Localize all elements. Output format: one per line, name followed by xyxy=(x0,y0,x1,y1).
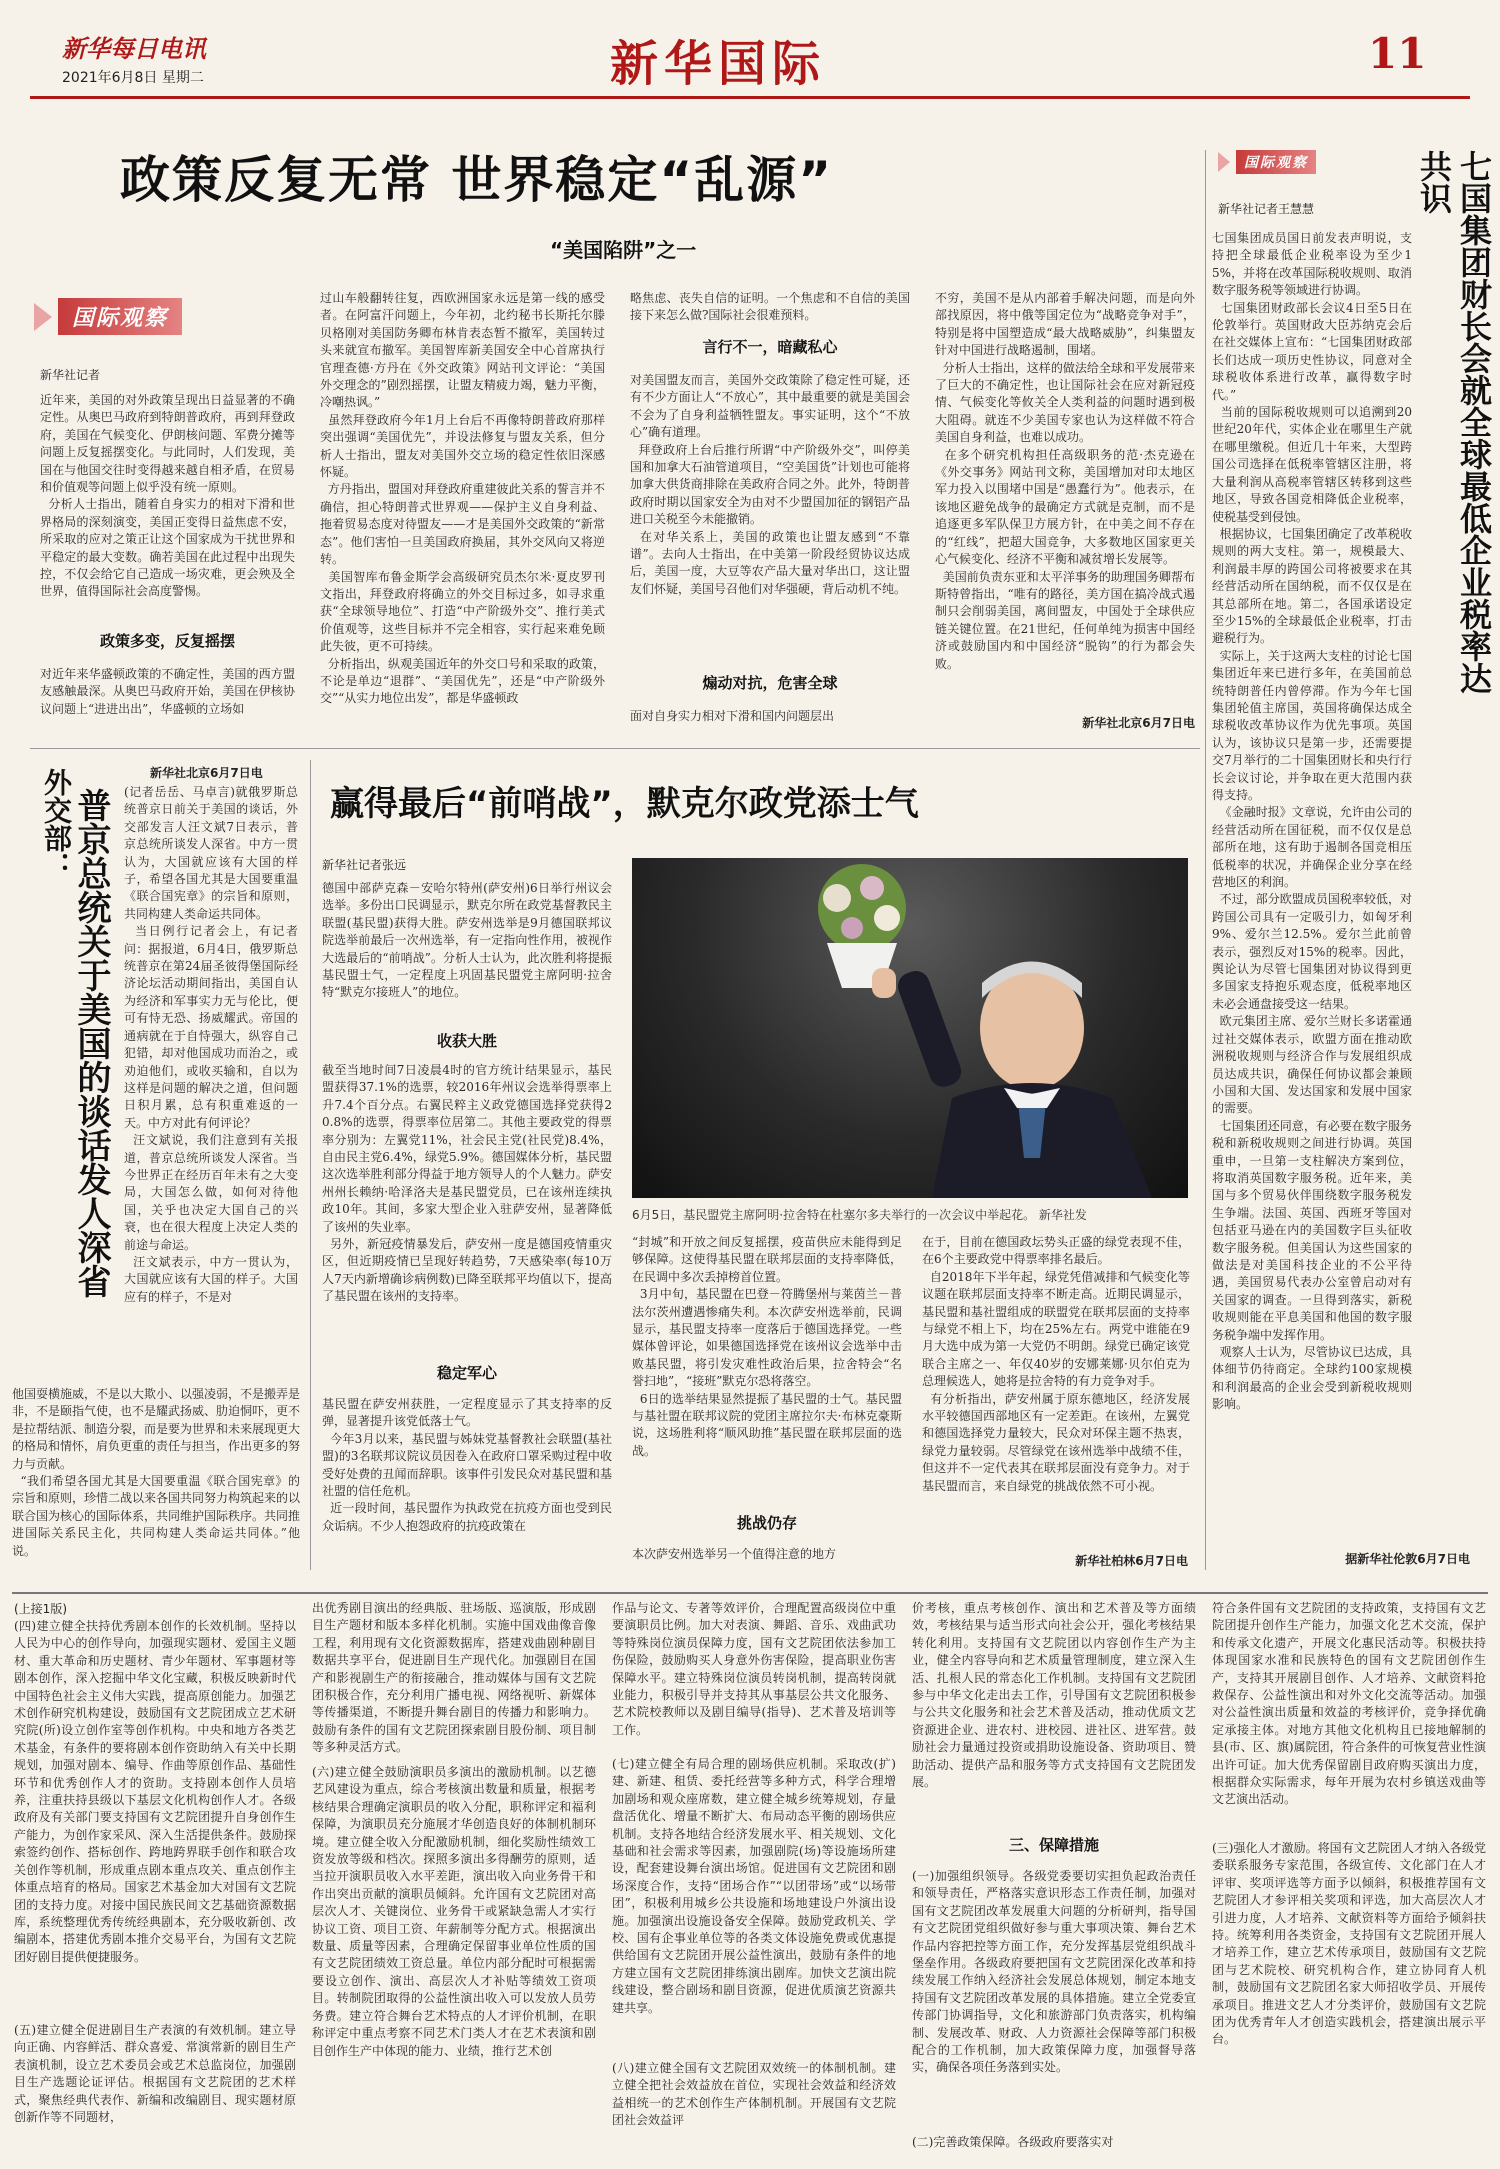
lead-col3-subhead: 言行不一，暗藏私心 xyxy=(702,338,838,356)
lead-col3c: 面对自身实力相对下滑和国内问题层出 xyxy=(630,709,835,723)
lead-col1: 近年来，美国的对外政策呈现出日益显著的不确定性。从奥巴马政府到特朗普政府，再到拜登政府，美国在气候变化、伊朗核问题、军费分摊等问题上反复摇摆变化。与此同时，人们发现，美国在与他国交往时变得越来越自相矛盾，在贸易和价值观等问题上似乎没有统一原则。 分析人士指出，随着自身实力的相对下滑和世界格局的深刻演变，美国正变得日益焦虑不安，所采取的应对之策正让这个国家成为干扰世界和平稳定的最大变数。确若美国在此过程中出现失控，不仅会给它自己造成一场灾难，更会殃及全世界，值得国际社会高度警惕。 xyxy=(40,393,295,599)
lead-col2: 过山车般翻转往复，西欧洲国家永远是第一线的感受者。在阿富汗问题上，今年初，北约秘书长斯托尔滕贝格刚对美国防务卿布林肯表态暂不撤军，美国转过头来就宣布撤军。美国智库新美国安全中心首席执行官理查德·方丹在《外交政策》网站刊文评论：“美国外交理念的”剧烈摇摆，让盟友精疲力竭，魅力平衡，冷嘲热讽。” 虽然拜登政府今年1月上台后不再像特朗普政府那样突出强调“美国优先”，并设法修复与盟友关系，但分析人士指出，盟友对美国外交立场的稳定性依旧深感怀疑。 方丹指出，盟国对拜登政府重建彼此关系的誓言并不确信，担心特朗普式世界观——保护主义自身利益、拖着贸易态度对待盟友——才是美国外交政策的“新常态”。他们害怕一旦美国政府换届，其外交风向又将逆转。 美国智库布鲁金斯学会高级研究员杰尔米·夏皮罗刊文指出，拜登政府将确立的外交目标过多，如寻求重获“全球领导地位”、打造“中产阶级外交”、推行美式价值观等，这些目标并不完全相容，实行起来难免顾此失彼，更不可持续。 分析指出，纵观美国近年的外交口号和采取的政策，不论是单边“退群”、“美国优先”，还是“中产阶级外交”“从实力地位出发”，都是华盛顿政 xyxy=(320,291,605,706)
merkel-col1b: 截至当地时间7日凌晨4时的官方统计结果显示，基民盟获得37.1%的选票，较2016年州议会选举得票率上升7.4个百分点。右翼民粹主义政党德国选择党获得20.8%的选票，得票率位居第二。其他主要政党的得票率分别为：左翼党11%，社会民主党(社民党)8.4%，自由民主党6.4%，绿党5.9%。德国媒体分析，基民盟这次选举胜利部分得益于地方领导人的个人魅力。萨安州州长赖纳·哈泽洛夫是基民盟党员，已在该州连续执政10年。其间，多家大型企业入驻萨安州，显著降低了该州的失业率。 另外，新冠疫情暴发后，萨安州一度是德国疫情重灾区，但近期疫情已呈现好转趋势，7天感染率(每10万人7天内新增确诊病例数)已降至联邦平均值以下，提高了基民盟在该州的支持率。 xyxy=(322,1063,612,1304)
policy-col1: (四)建立健全扶持优秀剧本创作的长效机制。坚持以人民为中心的创作导向，加强现实题材、爱国主义题材、重大革命和历史题材、青少年题材、军事题材等剧本创作，深入挖掘中华文化宝藏，积极反映新时代中国特色社会主义伟大实践，提高原创能力。加强艺术创作研究机构建设，鼓励国有文艺院团成立艺术研究院(所)设立创作室等创作机构。中央和地方各类艺术基金，有条件的要将剧本创作资助纳入有关中长期规划，加强对剧本、编导、作曲等原创作品、基础性环节和优秀创作人才的资助。支持剧本创作人员培养，注重扶持县级以下基层文化机构创作人才。各级政府及有关部门要支持国有文艺院团提升自身创作生产能力，为创作家采风、深入生活提供条件。鼓励探索签约创作、搭标创作、跨地跨界联手创作和联合攻关创作等机制，形成重点剧本重点攻关、重点创作主体重点培育的格局。国家艺术基金加大对国有文艺院团的支持力度。对接中国民族民间文艺基础资源数据库，系统整理优秀传统经典剧本，充分吸收新创、改编剧本，搭建优秀剧本推介交易平台，为国有文艺院团好剧目提供便捷服务。 xyxy=(14,1619,296,1964)
policy-col3: 作品与论文、专著等效评价，合理配置高级岗位中重要演职员比例。加大对表演、舞蹈、音乐、戏曲武功等特殊岗位演员保障力度，国有文艺院团依法参加工伤保险，鼓励购买人身意外伤害保险，提高职业伤害保障水平。建立特殊岗位演员转岗机制，提高转岗就业能力，积极引导并支持其从事基层公共文化服务、艺术院校教师以及剧目编导(指导)、艺术普及培训等工作。 xyxy=(612,1601,896,1737)
photo-illustration xyxy=(632,858,1188,1198)
lead-byline: 新华社记者 xyxy=(40,368,101,382)
policy-col3b: (七)建立健全有局合理的剧场供应机制。采取改(扩)建、新建、租赁、委托经营等多种方式，科学合理增加剧场和观众座席数，建立健全城乡统筹规划，存量盘活优化、增量不断扩大、布局动态平衡的剧场供应机制。支持各地结合经济发展水平、相关规划、文化基础和社会需求等因素，加强剧院(场)等设施场所建设，配套建设舞台演出场馆。促进国有文艺院团和剧场深度合作，支持“团场合作”“以团带场”或“以场带团”，积极利用城乡公共设施和场地建设户外演出设施。加强演出设施设备安全保障。鼓励党政机关、学校、国有企事业单位等的各类文体设施免费或优惠提供给国有文艺院团开展公益性演出，鼓励有条件的地方建立国有文艺院团排练演出剧库。加快文艺演出院线建设，整合剧场和剧目资源，促进优质演艺资源共建共享。 xyxy=(612,1757,896,2015)
section-title: 新华国际 xyxy=(610,36,827,92)
lead-col1-subhead: 政策多变，反复摇摆 xyxy=(99,632,235,650)
merkel-col1c: 基民盟在萨安州获胜，一定程度显示了其支持率的反弹，显著提升该党低落士气。 今年3月以来，基民盟与姊妹党基督教社会联盟(基社盟)的3名联邦议院议员因卷入在政府口罩采购过程中收受好处费的丑闻而辞职。该事件引发民众对基民盟和基社盟的信任危机。 近一段时间，基民盟作为执政党在抗疫方面也受到民众诟病。不少人抱怨政府的抗疫政策在 xyxy=(322,1397,612,1533)
g7-byline: 新华社记者王慧慧 xyxy=(1218,202,1315,216)
merkel-col3: 在于，目前在德国政坛势头正盛的绿党表现不佳，在6个主要政党中得票率排名最后。 自2018年下半年起，绿党凭借减排和气候变化等议题在联邦层面支持率不断走高。近期民调显示，基民盟和基社盟组成的联盟党在联邦层面的支持率与绿党不相上下，均在25%左右。两党中谁能在9月大选中成为第一大党仍不明朗。绿党已确定该党联合主席之一、年仅40岁的安娜莱娜·贝尔伯克为总理候选人，她将是拉舍特的有力竞争对手。 有分析指出，萨安州属于原东德地区，经济发展水平较德国西部地区有一定差距。在该州，左翼党和德国选择党力量较大，民众对环保主题不热衷，绿党力量较弱。尽管绿党在该州选举中战绩不佳，但这并不一定代表其在联邦层面没有竞争力。对于基民盟而言，来自绿党的挑战依然不可小视。 xyxy=(922,1235,1190,1493)
merkel-photo xyxy=(632,858,1188,1198)
merkel-dateline: 新华社柏林6月7日电 xyxy=(1075,1554,1188,1568)
lead-divider xyxy=(30,748,1200,749)
policy-col1b: (五)建立健全促进剧目生产表演的有效机制。建立导向正确、内容鲜活、群众喜爱、常演常新的剧目生产表演机制，设立艺术委员会或艺术总监岗位，加强剧目生产选题论证评估。根据国有文艺院团的艺术样式，聚焦经典代表作、新编和改编剧目、现实题材原创新作等不同题材， xyxy=(14,2023,296,2125)
masthead-rule xyxy=(30,96,1470,99)
g7-body: 七国集团成员国日前发表声明说，支持把全球最低企业税率设为至少15%，并将在改革国际税收规则、取消数字服务税等领域进行协调。 七国集团财政部长会议4日至5日在伦敦举行。英国财政大臣苏纳克会后在社交媒体上宣布：“七国集团财政部长们达成一项历史性协议，同意对全球税收体系进行改革，赢得数字时代。” 当前的国际税收规则可以追溯到20世纪20年代，实体企业在哪里生产就在哪里缴税。但近几十年来，大型跨国公司选择在低税率管辖区注册，将大量利润从高税率管辖区转移到这些地区，导致各国竞相降低企业税率，使税基受到侵蚀。 根据协议，七国集团确定了改革税收规则的两大支柱。第一，规模最大、利润最丰厚的跨国公司将被要求在其经营活动所在国纳税，而不仅仅是在其总部所在地。第二，各国承诺设定至少15%的全球最低企业税率，打击避税行为。 实际上，关于这两大支柱的讨论七国集团近年来已进行多年，在美国前总统特朗普任内曾停滞。作为今年七国集团轮值主席国，英国将确保达成全球税收改革协议作为优先事项。英国认为，该协议只是第一步，还需要提交7月举行的二十国集团财长和央行行长会议讨论，并争取在更大范围内获得支持。 《金融时报》文章说，允许由公司的经营活动所在国征税，而不仅仅是总部所在地，这有助于遏制各国竞相压低税率的状况，并确保企业分享在经营地区的利润。 不过，部分欧盟成员国税率较低，对跨国公司具有一定吸引力，如匈牙利9%、爱尔兰12.5%。爱尔兰此前曾表示，强烈反对15%的税率。因此，舆论认为尽管七国集团对协议得到更多国家支持抱乐观态度，低税率地区未必会通盘接受这一结果。 欧元集团主席、爱尔兰财长多诺霍通过社交媒体表示，欧盟方面在推动欧洲税收规则与经济合作与发展组织成员达成共识，确保任何协议都会兼顾小国和大国、发达国家和发展中国家的需要。 七国集团还同意，有必要在数字服务税和新税收规则之间进行协调。英国重申，一旦第一支柱解决方案到位，将取消英国数字服务税。近年来，美国与多个贸易伙伴围绕数字服务税发生争端。法国、英国、西班牙等国对包括亚马逊在内的美国数字巨头征收数字服务税。但美国认为这些国家的做法是对美国科技企业的不公平待遇，美国贸易代表办公室曾启动对有关国家的调查。一旦得到落实，新税收规则能在平息美国和他国的数字服务税争端中发挥作用。 观察人士认为，尽管协议已达成，具体细节仍待商定。全球约100家规模和利润最高的企业会受到新税收规则影响。 xyxy=(1212,231,1412,1412)
putin-kicker: 外交部： xyxy=(40,768,73,880)
policy-col2: 出优秀剧目演出的经典版、驻场版、巡演版，形成剧目生产题材和版本多样化机制。实施中国戏曲像音像工程，利用现有文化资源数据库，搭建戏曲剧种剧目数据共享平台，促进剧目生产现代化。加强剧目在国产和影视剧生产的衔接融合，推动媒体与国有文艺院团积极合作，充分利用广播电视、网络视听、新媒体等传播渠道，不断提升舞台剧目的传播力和影响力。鼓励有条件的国有文艺院团探索剧目股份制、项目制等多种灵活方式。 xyxy=(312,1601,596,1755)
issue-date: 2021年6月8日 星期二 xyxy=(62,70,204,86)
policy-divider xyxy=(12,1592,1488,1594)
lead-badge xyxy=(34,298,182,335)
lead-col3: 略焦虑、丧失自信的证明。一个焦虑和不自信的美国接下来怎么做?国际社会很难预料。 xyxy=(630,291,910,323)
lead-subhead: “美国陷阱”之一 xyxy=(550,238,697,262)
policy-col4c: (二)完善政策保障。各级政府要落实对 xyxy=(912,2135,1114,2149)
merkel-col2: “封城”和开放之间反复摇摆，疫苗供应未能得到足够保障。这使得基民盟在联邦层面的支持率降低，在民调中多次丢掉榜首位置。 3月中旬，基民盟在巴登－符腾堡州与莱茵兰－普法尔茨州遭遇惨痛失利。本次萨安州选举前，民调显示，基民盟支持率一度落后于德国选择党。一些媒体曾评论，如果德国选择党在该州议会选举中击败基民盟，将引发灾难性政治后果，拉舍特会“名誉扫地”，“接班”默克尔恐将落空。 6日的选举结果显然提振了基民盟的士气。基民盟与基社盟在联邦议院的党团主席拉尔夫·布林克豪斯说，这场胜利将“顺风助推”基民盟在联邦层面的选战。 xyxy=(632,1235,902,1458)
policy-col4-subhead: 三、保障措施 xyxy=(1008,1836,1099,1854)
g7-divider xyxy=(1205,150,1206,1570)
lead-headline: 政策反复无常 世界稳定“乱源” xyxy=(120,151,834,209)
putin-divider xyxy=(310,760,311,1570)
putin-dateline: 新华社北京6月7日电 xyxy=(150,766,263,780)
merkel-col2b: 本次萨安州选举另一个值得注意的地方 xyxy=(632,1547,837,1561)
policy-col5: 符合条件国有文艺院团的支持政策，支持国有文艺院团提升创作生产能力，加强文化艺术交流，保护和传承文化遗产，开展文化惠民活动等。积极扶持体现国家水准和民族特色的国有文艺院团创作生产，支持其开展剧目创作、人才培养、文献资料抢救保存、公益性演出和对外文化交流等活动。加强对公益性演出质量和效益的考核评价，竞争择优确定承接主体。对地方其他文化机构且已接地解制的县(市、区、旗)属院团，符合条件的可恢复营业性演出许可证。加大优秀保留剧目政府购买演出力度，根据群众实际需求，每年开展为农村乡镇送戏曲等文艺演出活动。 xyxy=(1212,1601,1486,1807)
badge-arrow-icon xyxy=(1218,152,1230,172)
merkel-sub2: 稳定军心 xyxy=(436,1364,497,1382)
lead-col3b: 对美国盟友而言，美国外交政策除了稳定性可疑，还有不少方面让人“不放心”，其中最重要的就是美国会不会为了自身利益牺牲盟友。事实证明，这个“不放心”确有道理。 拜登政府上台后推行所谓“中产阶级外交”，叫停美国和加拿大石油管道项目，“空美国货”计划也可能将加拿大供货商排除在美政府合同之外。此外，特朗普政府时期以国家安全为由对不少盟国加征的钢铝产品进口关税至今未能撤销。 在对华关系上，美国的政策也让盟友感到“不靠谱”。去向人士指出，在中美第一阶段经贸协议达成后，美国一度，大豆等农产品大量对华出口，这让盟友们怀疑，美国号召他们对华强硬，背后动机不纯。 xyxy=(630,373,910,596)
g7-headline: 七国集团财长会就全球最低企业税率达共识 xyxy=(1415,150,1493,694)
putin-body1: (记者岳岳、马卓言)就俄罗斯总统普京日前关于美国的谈话，外交部发言人汪文斌7日表示，普京总统所谈发人深省。中方一贯认为，大国就应该有大国的样子，希望各国尤其是大国要重温《联合国宪章》的宗旨和原则，共同构建人类命运共同体。 当日例行记者会上，有记者问：据报道，6月4日，俄罗斯总统普京在第24届圣彼得堡国际经济论坛活动期间指出，美国自认为经济和军事实力无与伦比，便可有恃无恐、扬威耀武。帝国的通病就在于自恃强大，纵容自己犯错，却对他国成功而治之，或劝迫他们，或收买输和，自以为这样是问题的解决之道，但问题日积月累，总有积重难返的一天。中方对此有何评论？ 汪文斌说，我们注意到有关报道，普京总统所谈发人深省。当今世界正在经历百年未有之大变局，大国怎么做，如何对待他国，关乎也决定大国自己的兴衰，也在很大程度上决定人类的前途与命运。 汪文斌表示，中方一贯认为，大国就应该有大国的样子。大国应有的样子，不是对 xyxy=(124,785,298,1304)
merkel-sub1: 收获大胜 xyxy=(436,1032,497,1050)
policy-cont-label: (上接1版) xyxy=(14,1602,67,1616)
badge-label: 国际观察 xyxy=(1236,150,1316,174)
lead-col3-subhead2: 煽动对抗，危害全球 xyxy=(702,674,838,692)
putin-body2: 他国耍横施威，不是以大欺小、以强凌弱，不是搬弄是非，不是颐指气使，也不是耀武扬威、肋迫恫吓，更不是拉帮结派、制造分裂，而是要为世界和未来展现更大的格局和情怀，肩负更重的责任与担当，作出更多的努力与贡献。 “我们希望各国尤其是大国要重温《联合国宪章》的宗旨和原则，珍惜二战以来各国共同努力构筑起来的以联合国为核心的国际体系，共同维护国际秩序。共同推进国际关系民主化，共同构建人类命运共同体。”他说。 xyxy=(12,1387,300,1558)
lead-dateline: 新华社北京6月7日电 xyxy=(1082,716,1195,730)
merkel-byline: 新华社记者张远 xyxy=(322,858,407,872)
putin-headline: 普京总统关于美国的谈话发人深省 xyxy=(71,788,111,1298)
merkel-headline: 赢得最后“前哨战”，默克尔政党添士气 xyxy=(330,784,919,824)
lead-col1b: 对近年来华盛顿政策的不确定性，美国的西方盟友感触最深。从奥巴马政府开始，美国在伊核协议问题上“进进出出”，华盛顿的立场如 xyxy=(40,667,295,716)
policy-col5b: (三)强化人才激励。将国有文艺院团人才纳入各级党委联系服务专家范围，各级宣传、文化部门在人才评审、奖项评选等方面予以倾斜，积极推荐国有文艺院团人才参评相关奖项和评选，加大高层次人才引进力度，人才培养、文献资料等方面给予倾斜扶持。统筹利用各类资金，支持国有文艺院团开展人才培养工作，建立艺术传承项目，鼓励国有文艺院团与艺术院校、研究机构合作，建立协同育人机制，鼓励国有文艺院团名家大师招收学员、开展传承项目。推进文艺人才分类评价，鼓励国有文艺院团为优秀青年人才创造实践机会，搭建演出展示平台。 xyxy=(1212,1841,1486,2047)
policy-col4: 价考核，重点考核创作、演出和艺术普及等方面绩效，考核结果与适当形式向社会公开，强化考核结果转化利用。支持国有文艺院团以内容创作生产为主业，健全内容导向和艺术质量管理制度，建立深入生活、扎根人民的常态化工作机制。支持国有文艺院团参与中华文化走出去工作，引导国有文艺院团积极参与公共文化服务和社会艺术普及活动，推动优质文艺资源进企业、进农村、进校园、进社区、进军营。鼓励社会力量通过投资或捐助设施设备、资助项目、赞助活动、提供产品和服务等方式支持国有文艺院团发展。 xyxy=(912,1601,1196,1790)
merkel-col1: 德国中部萨克森－安哈尔特州(萨安州)6日举行州议会选举。多份出口民调显示，默克尔所在政党基督教民主联盟(基民盟)获得大胜。萨安州选举是9月德国联邦议院选举前最后一次州选举，有一定指向性作用，被视作大选最后的“前哨战”。分析人士认为，此次胜利将提振基民盟士气，一定程度上巩固基民盟党主席阿明·拉舍特“默克尔接班人”的地位。 xyxy=(322,881,612,1000)
g7-dateline: 据新华社伦敦6月7日电 xyxy=(1345,1552,1470,1566)
page-number: 11 xyxy=(1368,29,1427,78)
policy-col2b: (六)建立健全鼓励演职员多演出的激励机制。以艺德艺风建设为重点，综合考核演出数量和质量，根据考核结果合理确定演职员的收入分配，职称评定和福利保障，为演职员充分施展才华创造良好的体制机制环境。建立健全收入分配激励机制，细化奖励性绩效工资发放等级和档次。探照多演出多得酬劳的原则，适当拉开演职员收入水平差距，演出收入向业务骨干和作出突出贡献的演职员倾斜。允许国有文艺院团对高层次人才、关键岗位、业务骨干或紧缺急需人才实行协议工资、项目工资、年薪制等分配方式。根据演出数量、质量等因素，合理确定保留事业单位性质的国有文艺院团绩效工资总量。单位内部分配时可根据需要设立创作、演出、高层次人才补贴等绩效工资项目。转制院团取得的公益性演出收入可以发放人员劳务费。建立符合舞台艺术特点的人才评价机制，在职称评定中重点考察不同艺术门类人才在艺术表演和剧目创作生产中体现的能力、业绩，推行艺术创 xyxy=(312,1765,596,2058)
masthead xyxy=(30,25,1470,95)
badge-label: 国际观察 xyxy=(58,298,182,335)
g7-badge xyxy=(1218,150,1316,174)
badge-arrow-icon xyxy=(34,303,52,331)
paper-name: 新华每日电讯 xyxy=(62,34,206,63)
photo-caption: 6月5日，基民盟党主席阿明·拉舍特在杜塞尔多夫举行的一次会议中举起花。 新华社发 xyxy=(632,1208,1087,1222)
policy-col3c: (八)建立健全国有文艺院团双效统一的体制机制。建立健全把社会效益放在首位，实现社会效益和经济效益相统一的艺术创作生产体制机制。开展国有文艺院团社会效益评 xyxy=(612,2061,896,2128)
merkel-sub3: 挑战仍存 xyxy=(736,1514,797,1532)
policy-col4b: (一)加强组织领导。各级党委要切实担负起政治责任和领导责任，严格落实意识形态工作责任制，加强对国有文艺院团改革发展重大问题的分析研判，指导国有文艺院团党组织做好参与重大事项决策、舞台艺术作品内容把控等方面工作，充分发挥基层党组织战斗堡垒作用。各级政府要把国有文艺院团深化改革和持续发展工作纳入经济社会发展总体规划，制定本地支持国有文艺院团改革发展的具体措施。建立全党委宣传部门协调指导，文化和旅游部门负责落实，机构编制、发展改革、财政、人力资源社会保障等部门积极配合的工作机制，加大政策保障力度，加强督导落实，确保各项任务落到实处。 xyxy=(912,1869,1196,2075)
lead-col4: 不穷，美国不是从内部着手解决问题，而是向外部找原因，将中俄等国定位为“战略竞争对手”，特别是将中国塑造成“最大战略威胁”，纠集盟友针对中国进行战略遏制，围堵。 分析人士指出，这样的做法给全球和平发展带来了巨大的不确定性，也让国际社会在应对新冠疫情、气候变化等攸关全人类利益的问题时遇到极大阻碍。就连不少美国专家也认为这样做不符合美国自身利益，也难以成功。 在多个研究机构担任高级职务的范·杰克逊在《外交事务》网站刊文称，美国增加对印太地区军力投入以围堵中国是“愚蠢行为”。他表示，在该地区避免战争的最确定方式就是克制，而不是追逐更多军队保卫方展方针，在中美之间不存在的“红线”，把超大国竞争，大多数地区国家更关心气候变化、经济不平衡和减贫增长发展等。 美国前负责东亚和太平洋事务的助理国务卿帮布斯特曾指出，“唯有的路径，美方国在搞冷战式遏制只会削弱美国，离间盟友，中国处于全球供应链关键位置。在21世纪，任何单纯为损害中国经济或鼓励国内和中国经济“脱钩”的行为都会失败。 xyxy=(935,291,1195,671)
